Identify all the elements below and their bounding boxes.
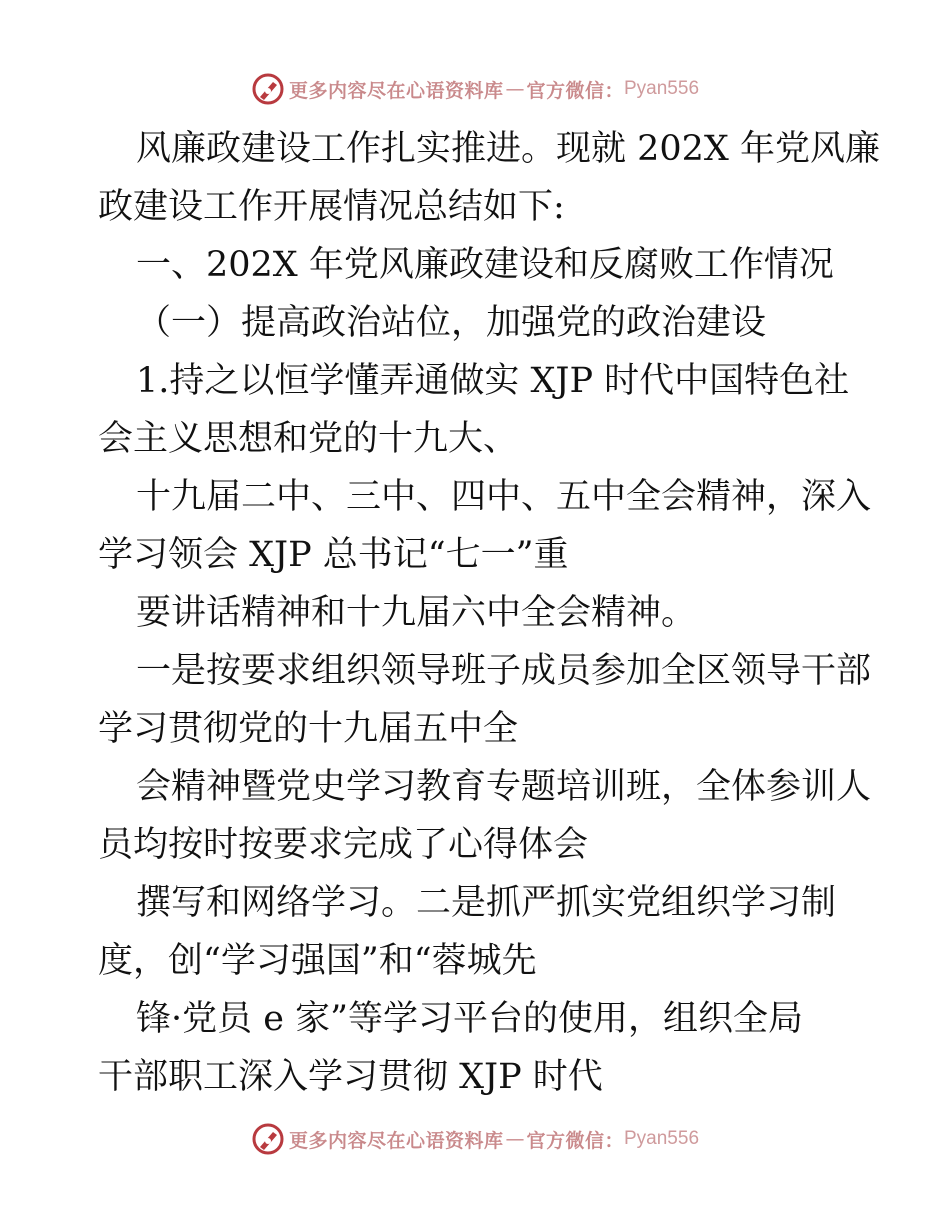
text-line: 员均按时按要求完成了心得体会 (98, 825, 589, 865)
text-line: 学习领会 XJP 总书记“七一”重 (98, 535, 569, 575)
watermark-site-text: 更多内容尽在心语资料库 (288, 79, 504, 102)
text-line: 一是按要求组织领导班子成员参加全区领导干部 (136, 651, 872, 691)
text-line: 1.持之以恒学懂弄通做实 XJP 时代中国特色社 (136, 361, 850, 401)
watermark-official-label: 官方微信： (526, 1129, 624, 1152)
text-line: 度，创“学习强国”和“蓉城先 (98, 941, 537, 981)
section-heading: 一、202X 年党风廉政建设和反腐败工作情况 (136, 245, 834, 285)
text-line: 锋·党员 e 家”等学习平台的使用，组织全局 (136, 999, 803, 1039)
watermark-separator: — (505, 1128, 525, 1150)
text-line: 风廉政建设工作扎实推进。现就 202X 年党风廉 (136, 129, 880, 169)
header-watermark (0, 72, 950, 106)
watermark-official-label: 官方微信： (526, 79, 624, 102)
text-line: 撰写和网络学习。二是抓严抓实党组织学习制 (136, 883, 837, 923)
footer-watermark (0, 1122, 950, 1156)
text-line: 干部职工深入学习贯彻 XJP 时代 (98, 1057, 603, 1097)
text-line: 要讲话精神和十九届六中全会精神。 (136, 593, 697, 633)
subsection-heading: （一）提高政治站位，加强党的政治建设 (136, 303, 767, 343)
watermark-site-text: 更多内容尽在心语资料库 (288, 1129, 504, 1152)
text-line: 会精神暨党史学习教育专题培训班，全体参训人 (136, 767, 872, 807)
text-line: 学习贯彻党的十九届五中全 (98, 709, 519, 749)
watermark-account: Pyan556 (624, 78, 700, 99)
text-line: 会主义思想和党的十九大、 (98, 419, 519, 459)
pen-logo-icon (251, 72, 285, 106)
pen-logo-icon (251, 1122, 285, 1156)
watermark-account: Pyan556 (624, 1128, 700, 1149)
watermark-separator: — (505, 78, 525, 100)
text-line: 政建设工作开展情况总结如下: (98, 187, 565, 227)
text-line: 十九届二中、三中、四中、五中全会精神，深入 (136, 477, 872, 517)
